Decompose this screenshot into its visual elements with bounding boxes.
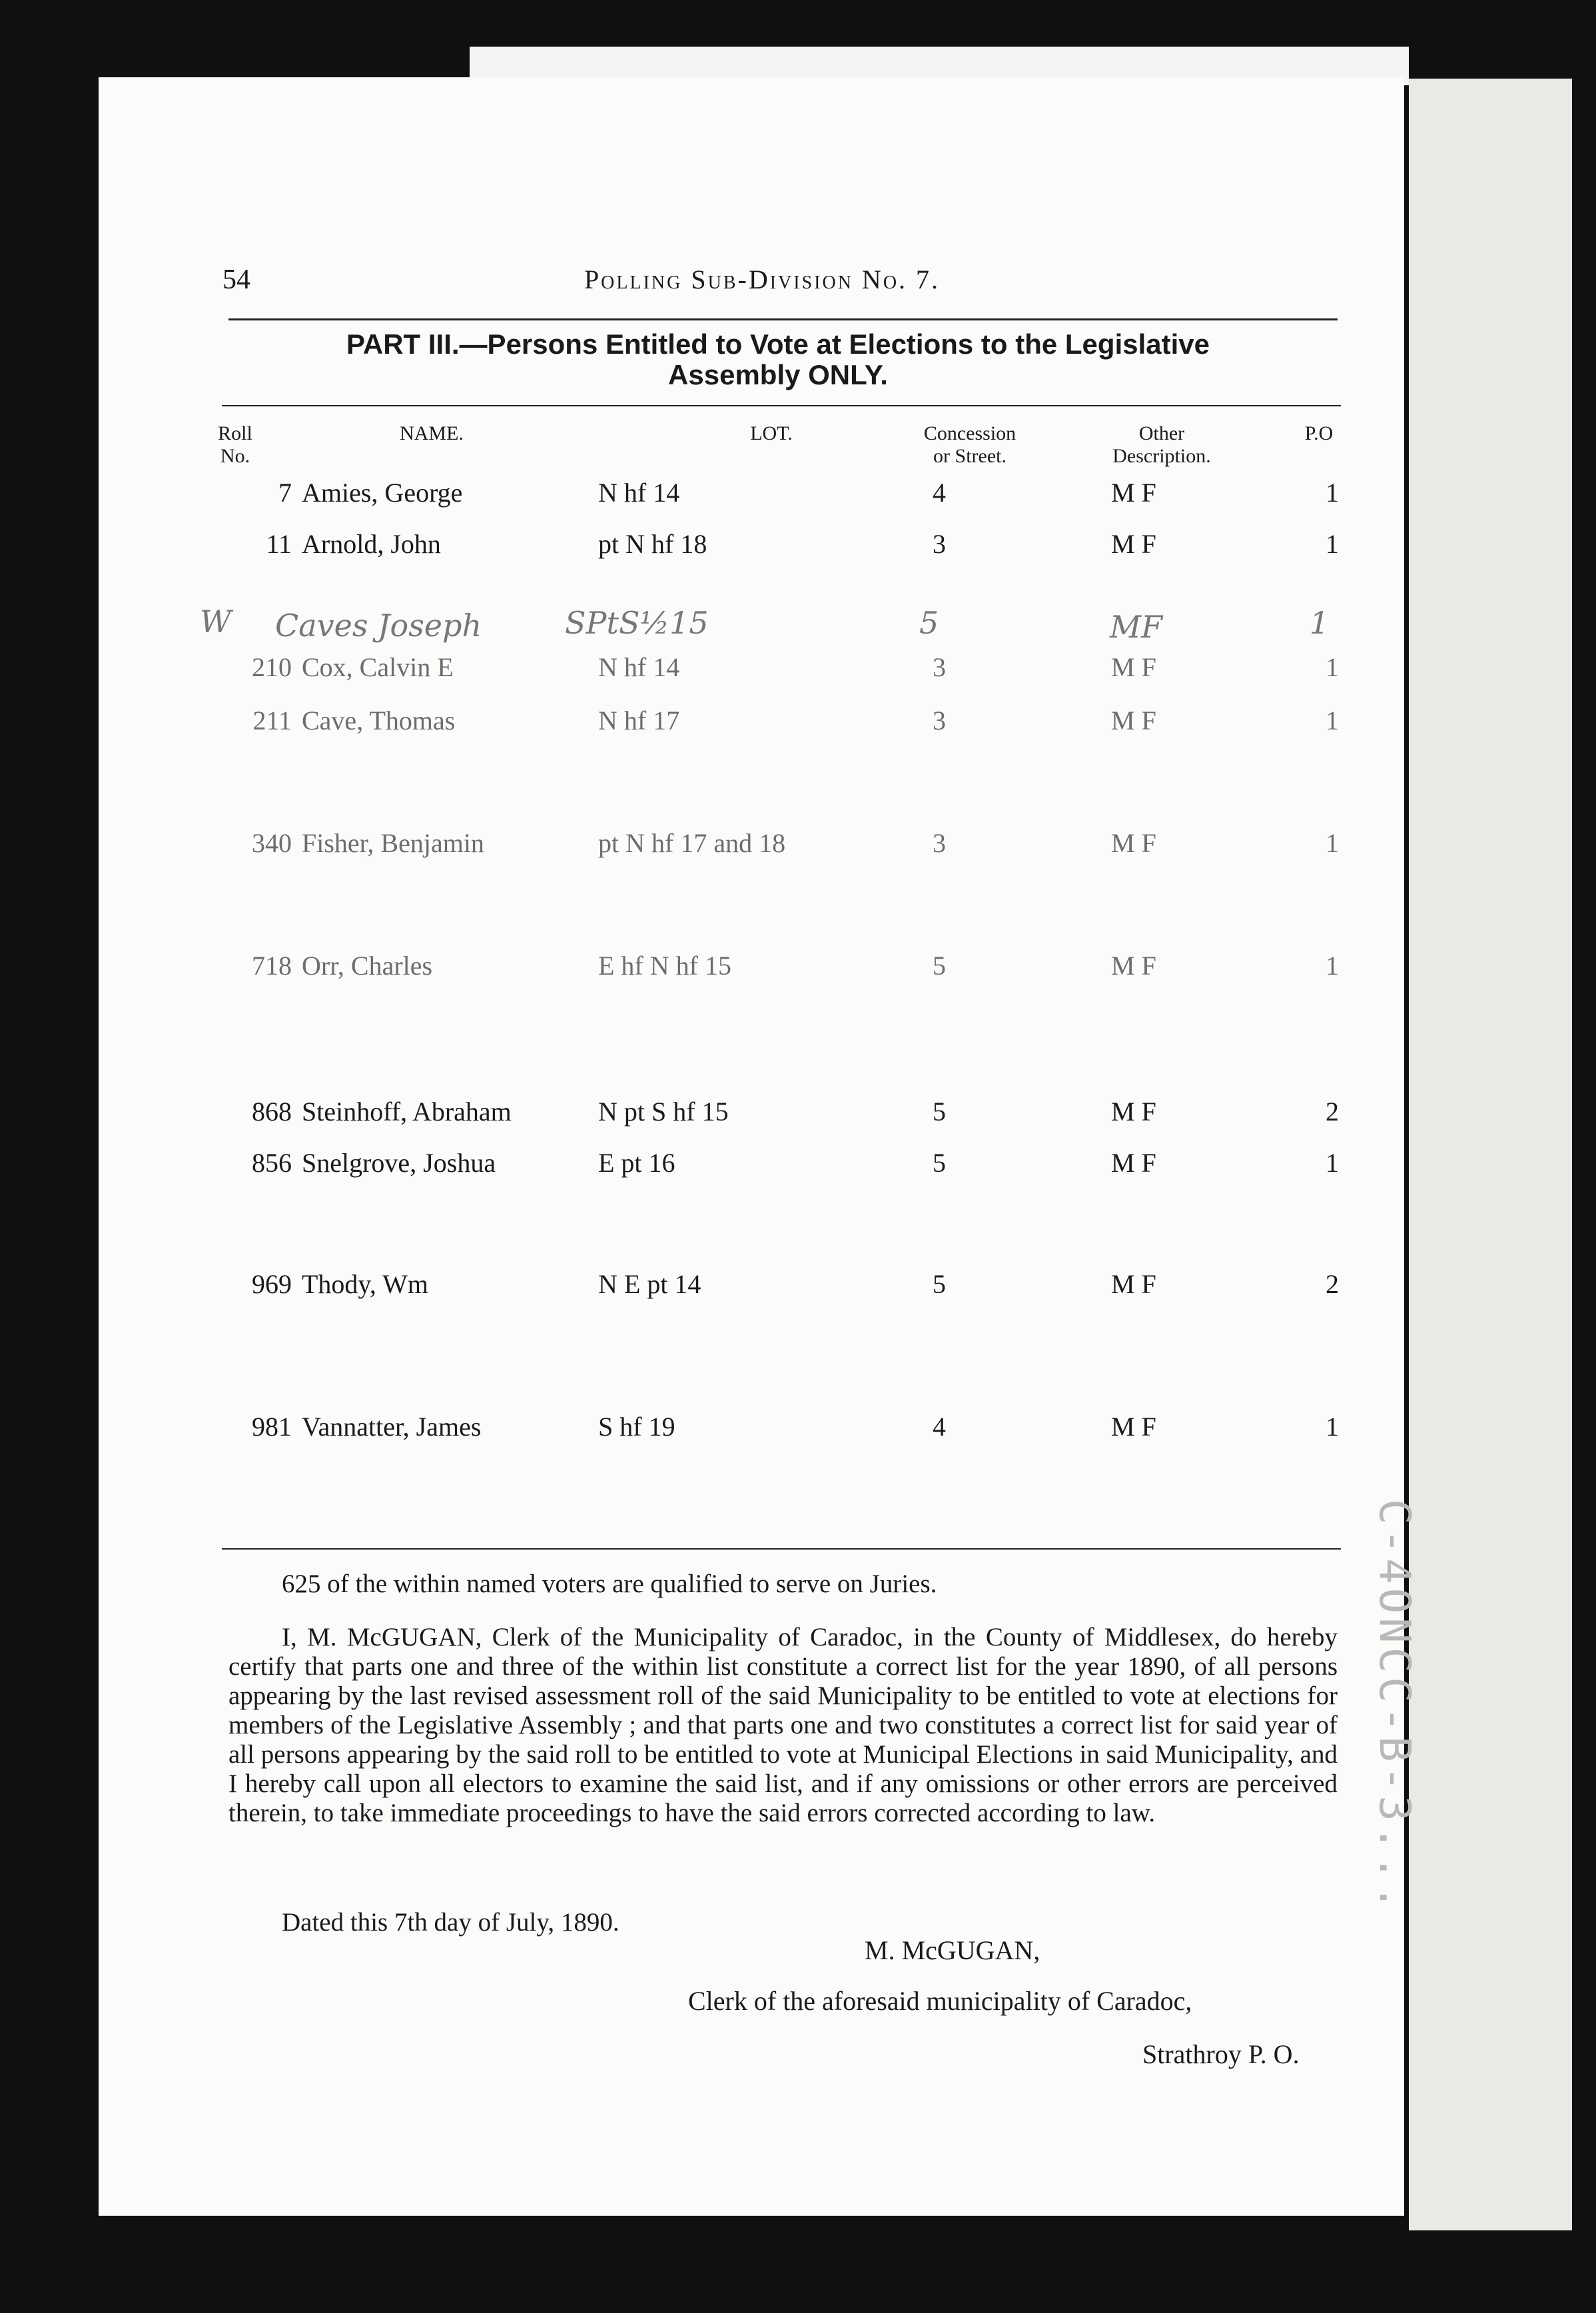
- voter-row: [99, 650, 1404, 685]
- voter-concession: 4: [933, 1412, 946, 1442]
- voter-name: Snelgrove, Joshua: [302, 1148, 496, 1178]
- voter-lot: N hf 14: [598, 652, 680, 682]
- roll-number: 340: [252, 828, 292, 858]
- voter-name: Cave, Thomas: [302, 705, 456, 735]
- voter-concession: 5: [933, 951, 946, 981]
- clerk-signature: M. McGUGAN,: [865, 1935, 1040, 1965]
- voter-concession: 3: [933, 828, 946, 858]
- voter-po: 1: [1326, 652, 1339, 682]
- voter-lot: E hf N hf 15: [598, 951, 731, 981]
- voter-name: Orr, Charles: [302, 951, 433, 981]
- roll-number: 969: [252, 1269, 292, 1299]
- page-header: [222, 264, 1302, 304]
- voter-po: 1: [1326, 705, 1339, 735]
- handwritten-concession: 5: [919, 605, 939, 641]
- voter-name: Cox, Calvin E: [302, 652, 454, 682]
- part-title-line2: Assembly ONLY.: [668, 359, 888, 390]
- roll-number: 718: [252, 951, 292, 981]
- voter-name: Steinhoff, Abraham: [302, 1097, 512, 1127]
- voter-row: [99, 476, 1404, 510]
- voter-lot: N E pt 14: [598, 1269, 701, 1299]
- voter-name: Vannatter, James: [302, 1412, 482, 1442]
- title-rule: [222, 405, 1341, 406]
- roll-number: 210: [252, 652, 292, 682]
- col-po-header: P.O: [1304, 422, 1334, 444]
- voter-lot: N pt S hf 15: [598, 1097, 729, 1127]
- voter-other: M F: [1111, 1148, 1156, 1178]
- voter-po: 2: [1326, 1269, 1339, 1299]
- voter-row: [99, 1267, 1404, 1302]
- col-roll-header: Roll No.: [218, 422, 252, 467]
- col-lot-header: LOT.: [750, 422, 793, 444]
- voter-other: M F: [1111, 1412, 1156, 1442]
- voter-name: Amies, George: [302, 478, 463, 508]
- roll-number: 11: [266, 529, 292, 559]
- voter-po: 1: [1326, 951, 1339, 981]
- voter-other: M F: [1111, 1269, 1156, 1299]
- voter-lot: pt N hf 18: [598, 529, 707, 559]
- voter-row: [99, 1410, 1404, 1444]
- voter-lot: E pt 16: [598, 1148, 675, 1178]
- voter-other: M F: [1111, 705, 1156, 735]
- roll-number: 868: [252, 1097, 292, 1127]
- part-title: [232, 329, 1324, 390]
- voter-concession: 3: [933, 529, 946, 559]
- part-title-line1: PART III.—Persons Entitled to Vote at Elections to the Legislative: [346, 328, 1210, 360]
- voter-other: M F: [1111, 828, 1156, 858]
- voter-lot: S hf 19: [598, 1412, 675, 1442]
- voter-row: [99, 1095, 1404, 1129]
- voter-name: Thody, Wm: [302, 1269, 428, 1299]
- dated-line: Dated this 7th day of July, 1890.: [282, 1908, 619, 1937]
- voter-lot: pt N hf 17 and 18: [598, 828, 786, 858]
- voter-row: [99, 703, 1404, 738]
- voter-po: 1: [1326, 478, 1339, 508]
- voter-concession: 4: [933, 478, 946, 508]
- col-other-header: Other Description.: [1112, 422, 1211, 467]
- voter-po: 1: [1326, 1148, 1339, 1178]
- voter-other: M F: [1111, 652, 1156, 682]
- voter-po: 1: [1326, 1412, 1339, 1442]
- voter-lot: N hf 14: [598, 478, 680, 508]
- jurors-note: 625 of the within named voters are qualified to serve on Juries.: [282, 1570, 937, 1598]
- voter-other: M F: [1111, 1097, 1156, 1127]
- document-page: [99, 77, 1404, 2216]
- voter-other: M F: [1111, 529, 1156, 559]
- voter-name: Arnold, John: [302, 529, 441, 559]
- clerk-address: Strathroy P. O.: [1142, 2039, 1300, 2069]
- top-rule: [228, 318, 1338, 320]
- voter-row: [99, 527, 1404, 562]
- voter-row: [99, 826, 1404, 861]
- roll-number: 211: [252, 705, 292, 735]
- clerk-office: Clerk of the aforesaid municipality of Caradoc,: [688, 1986, 1192, 2016]
- voter-other: M F: [1111, 951, 1156, 981]
- handwritten-lot: SPtS½15: [565, 605, 709, 641]
- voter-concession: 3: [933, 705, 946, 735]
- voter-concession: 3: [933, 652, 946, 682]
- voter-lot: N hf 17: [598, 705, 680, 735]
- voter-other: M F: [1111, 478, 1156, 508]
- handwritten-name: Caves Joseph: [275, 608, 482, 644]
- page-number: 54: [222, 264, 250, 295]
- running-head: Polling Sub-Division No. 7.: [584, 264, 941, 294]
- adjacent-page: [1409, 79, 1572, 2230]
- voter-row: [99, 949, 1404, 983]
- footer-rule: [222, 1548, 1341, 1550]
- voter-concession: 5: [933, 1097, 946, 1127]
- roll-number: 7: [278, 478, 292, 508]
- handwritten-po: 1: [1310, 605, 1330, 641]
- voter-po: 2: [1326, 1097, 1339, 1127]
- roll-number: 981: [252, 1412, 292, 1442]
- voter-concession: 5: [933, 1148, 946, 1178]
- handwritten-other: MF: [1110, 609, 1163, 645]
- certification-text: I, M. McGUGAN, Clerk of the Municipality of Caradoc, in the County of Middlesex, do hereby certify that parts one and three of the within list constitute a correct list for the year 1890, of all persons appearing by the last revised assessment roll of the said Municipality to be entitled to vote at elections for members of the Legislative Assembly ; and that parts one and two constitutes a correct list for said year of all persons appearing by the said roll to be entitled to vote at Municipal Elections in said Municipality, and I hereby call upon all electors to examine the said list, and if any omissions or other errors are perceived therein, to take immediate proceedings to have the said errors corrected according to law.: [228, 1623, 1338, 1827]
- voter-po: 1: [1326, 828, 1339, 858]
- margin-stamp: C-4ONCC-B-3...: [1370, 1499, 1419, 1915]
- col-concession-header: Concession or Street.: [923, 422, 1016, 467]
- handwritten-entry: [99, 604, 1404, 650]
- handwritten-mark: W: [200, 604, 232, 640]
- voter-row: [99, 1146, 1404, 1180]
- voter-po: 1: [1326, 529, 1339, 559]
- col-name-header: NAME.: [400, 422, 464, 444]
- voter-name: Fisher, Benjamin: [302, 828, 484, 858]
- voter-concession: 5: [933, 1269, 946, 1299]
- roll-number: 856: [252, 1148, 292, 1178]
